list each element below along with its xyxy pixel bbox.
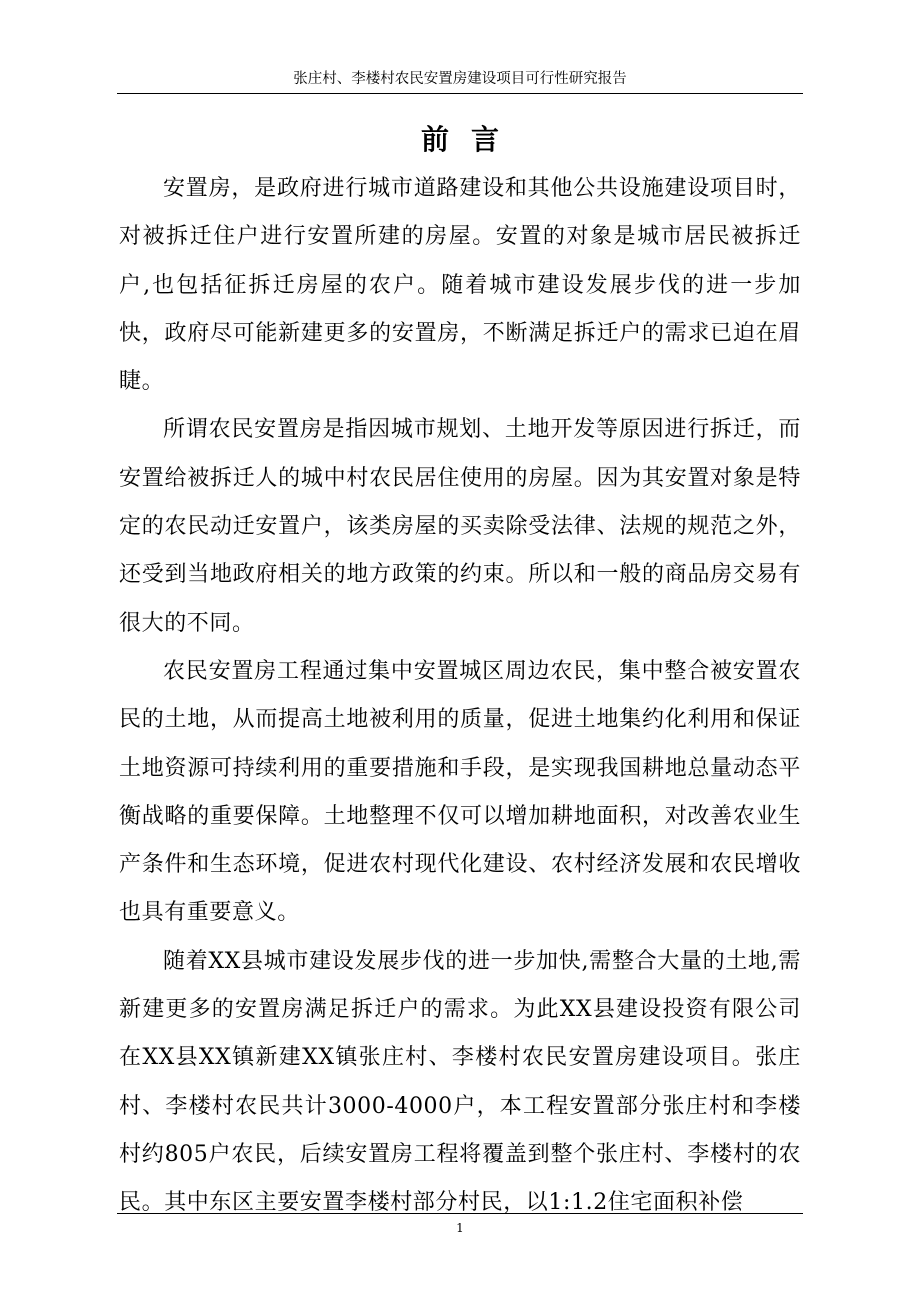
paragraph-4: 随着XX县城市建设发展步伐的进一步加快,需整合大量的土地,需新建更多的安置房满足拆迁户的需求。为此XX县建设投资有限公司在XX县XX镇新建XX镇张庄村、李楼村农民安置房建设项目。张庄村、李楼村农民共计3000-4000户，本工程安置部分张庄村和李楼村约805户农民，后续安置房工程将覆盖到整个张庄村、李楼村的农民。其中东区主要安置李楼村部分村民，以1:1.2住宅面积补偿 <box>119 948 801 1216</box>
paragraph-2: 所谓农民安置房是指因城市规划、土地开发等原因进行拆迁，而安置给被拆迁人的城中村农民居住使用的房屋。因为其安置对象是特定的农民动迁安置户，该类房屋的买卖除受法律、法规的规范之外，还受到当地政府相关的地方政策的约束。所以和一般的商品房交易有很大的不同。 <box>119 417 801 636</box>
document-title: 前言 <box>420 123 521 156</box>
paragraph-1: 安置房，是政府进行城市道路建设和其他公共设施建设项目时，对被拆迁住户进行安置所建的房屋。安置的对象是城市居民被拆迁户,也包括征拆迁房屋的农户。随着城市建设发展步伐的进一步加快，政府尽可能新建更多的安置房，不断满足拆迁户的需求已迫在眉睫。 <box>119 176 801 395</box>
body-text <box>119 165 801 1228</box>
running-header: 张庄村、李楼村农民安置房建设项目可行性研究报告 <box>293 71 627 87</box>
footer-divider <box>117 1213 803 1214</box>
header-divider <box>117 93 803 94</box>
paragraph-3: 农民安置房工程通过集中安置城区周边农民，集中整合被安置农民的土地，从而提高土地被利用的质量，促进土地集约化利用和保证土地资源可持续利用的重要措施和手段，是实现我国耕地总量动态平衡战略的重要保障。土地整理不仅可以增加耕地面积，对改善农业生产条件和生态环境，促进农村现代化建设、农村经济发展和农民增收也具有重要意义。 <box>119 658 801 926</box>
page-number: 1 <box>456 1221 464 1235</box>
